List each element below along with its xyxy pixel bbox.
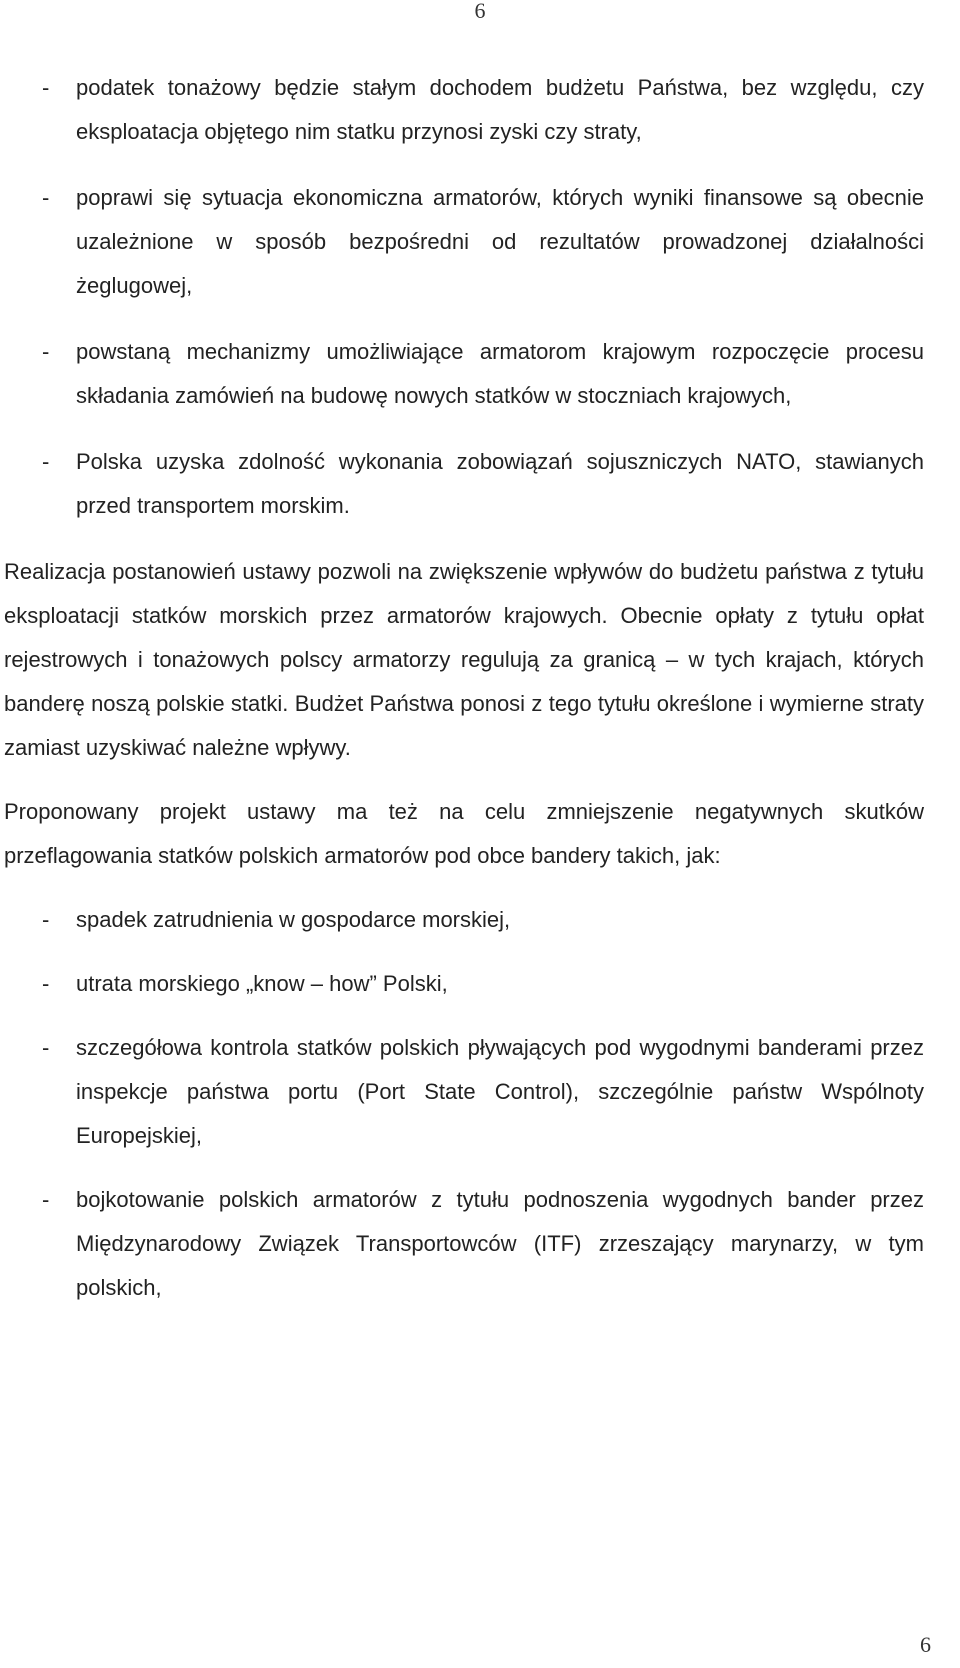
list-item [4,962,924,1006]
list-dash: - [42,907,50,932]
list-item-text: utrata morskiego „know – how” Polski, [76,971,448,996]
list-item [4,898,924,942]
paragraph-realizacja: Realizacja postanowień ustawy pozwoli na zwiększenie wpływów do budżetu państwa z tytułu eksploatacji statków morskich przez armatorów krajowych. Obecnie opłaty z tytułu opłat rejestrowych i tonażowych polscy armatorzy regulują za granicą – w tych krajach, których banderę noszą polskie statki. Budżet Państwa ponosi z tego tytułu określone i wymierne straty zamiast uzyskiwać należne wpływy. [4,559,924,760]
list-item [4,66,924,154]
list-item [4,1178,924,1310]
list-item-text: szczegółowa kontrola statków polskich pływających pod wygodnymi banderami przez inspekcje państwa portu (Port State Control), szczególnie państw Wspólnoty Europejskiej, [76,1035,924,1148]
page-number-top: 6 [474,0,486,23]
list-dash: - [42,449,50,474]
paragraph-proponowany: Proponowany projekt ustawy ma też na celu zmniejszenie negatywnych skutków przeflagowania statków polskich armatorów pod obce bandery takich, jak: [4,799,924,868]
list-dash: - [42,1187,50,1212]
list-item-text: spadek zatrudnienia w gospodarce morskiej, [76,907,511,932]
list-item [4,330,924,418]
list-item [4,1026,924,1158]
page-number-bottom: 6 [920,1632,931,1657]
list-item-text: poprawi się sytuacja ekonomiczna armatorów, których wyniki finansowe są obecnie uzależnione w sposób bezpośredni od rezultatów prowadzonej działalności żeglugowej, [76,185,924,298]
list-dash: - [42,339,50,364]
list-item-text: powstaną mechanizmy umożliwiające armatorom krajowym rozpoczęcie procesu składania zamówień na budowę nowych statków w stoczniach krajowych, [76,339,924,408]
list-item [4,440,924,528]
list-item-text: bojkotowanie polskich armatorów z tytułu podnoszenia wygodnych bander przez Międzynarodowy Związek Transportowców (ITF) zrzeszający marynarzy, w tym polskich, [76,1187,924,1300]
list-dash: - [42,185,50,210]
list-dash: - [42,1035,50,1060]
list-item [4,176,924,308]
list-dash: - [42,971,50,996]
list-dash: - [42,75,50,100]
list-item-text: Polska uzyska zdolność wykonania zobowiązań sojuszniczych NATO, stawianych przed transportem morskim. [76,449,924,518]
list-item-text: podatek tonażowy będzie stałym dochodem budżetu Państwa, bez względu, czy eksploatacja objętego nim statku przynosi zyski czy straty, [76,75,924,144]
document-body [4,66,924,1310]
